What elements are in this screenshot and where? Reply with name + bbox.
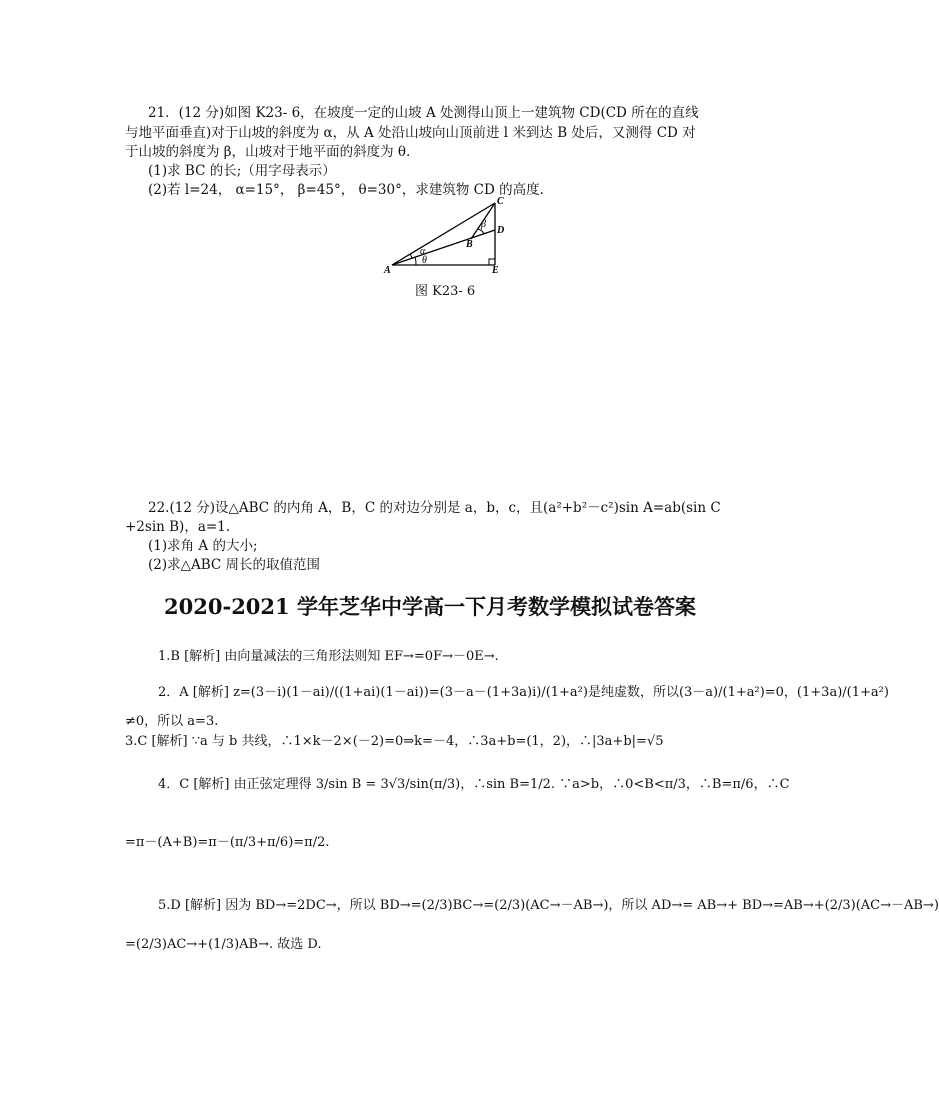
slope-figure (382, 193, 512, 279)
fig-label-alpha: α (420, 246, 426, 257)
fig-label-theta: θ (422, 255, 427, 266)
answer-3: 3.C [解析] ∵a 与 b 共线，∴1×k－2×(－2)=0⇒k=－4，∴3a+b=(1，2)，∴|3a+b|=√5 (125, 734, 664, 749)
q22-part-2: (2)求△ABC 周长的取值范围 (148, 557, 321, 573)
answer-4: 4．C [解析] 由正弦定理得 3/sin B = 3√3/sin(π/3)，∴sin B=1/2. ∵a>b，∴0<B<π/3，∴B=π/6，∴C (158, 777, 790, 792)
fig-label-E: E (492, 265, 499, 276)
answer-5: 5.D [解析] 因为 BD→=2DC→，所以 BD→=(2/3)BC→=(2/3)(AC→－AB→)，所以 AD→= AB→+ BD→=AB→+(2/3)(AC→－AB→) (158, 898, 939, 913)
answers-title: 2020-2021 学年芝华中学高一下月考数学模拟试卷答案 (164, 594, 696, 619)
answer-5-cont: =(2/3)AC→+(1/3)AB→. 故选 D. (125, 937, 322, 952)
q21-line-1: 21．(12 分)如图 K23- 6，在坡度一定的山坡 A 处测得山顶上一建筑物 CD(CD 所在的直线 (148, 105, 699, 121)
q22-part-1: (1)求角 A 的大小; (148, 538, 258, 554)
fig-label-A: A (384, 265, 391, 276)
fig-label-B: B (466, 239, 473, 250)
q22-line-2: +2sin B)，a=1. (125, 519, 231, 535)
q21-line-2: 与地平面垂直)对于山坡的斜度为 α，从 A 处沿山坡向山顶前进 l 米到达 B 处后，又测得 CD 对 (125, 125, 696, 141)
fig-label-D: D (497, 225, 505, 236)
answer-4-cont: =π－(A+B)=π－(π/3+π/6)=π/2. (125, 835, 330, 850)
q21-part-1: (1)求 BC 的长;（用字母表示） (148, 163, 336, 179)
fig-label-C: C (497, 196, 504, 207)
answer-2: 2．A [解析] z=(3－i)(1－ai)/((1+ai)(1－ai))=(3－a－(1+3a)i)/(1+a²)是纯虚数，所以(3－a)/(1+a²)=0，(1+3a)/(1+a²) (158, 685, 889, 700)
q21-line-3: 于山坡的斜度为 β，山坡对于地平面的斜度为 θ. (125, 144, 411, 160)
answer-2-cont: ≠0，所以 a=3. (125, 714, 219, 729)
figure-caption: 图 K23- 6 (415, 284, 476, 299)
q22-line-1: 22.(12 分)设△ABC 的内角 A，B，C 的对边分别是 a，b，c，且(a²+b²－c²)sin A=ab(sin C (148, 500, 721, 516)
fig-label-beta: β (481, 219, 486, 230)
answer-1: 1.B [解析] 由向量减法的三角形法则知 EF→=0F→－0E→. (158, 649, 499, 664)
q21-part-2: (2)若 l=24， α=15°， β=45°， θ=30°，求建筑物 CD 的高度. (148, 182, 544, 198)
